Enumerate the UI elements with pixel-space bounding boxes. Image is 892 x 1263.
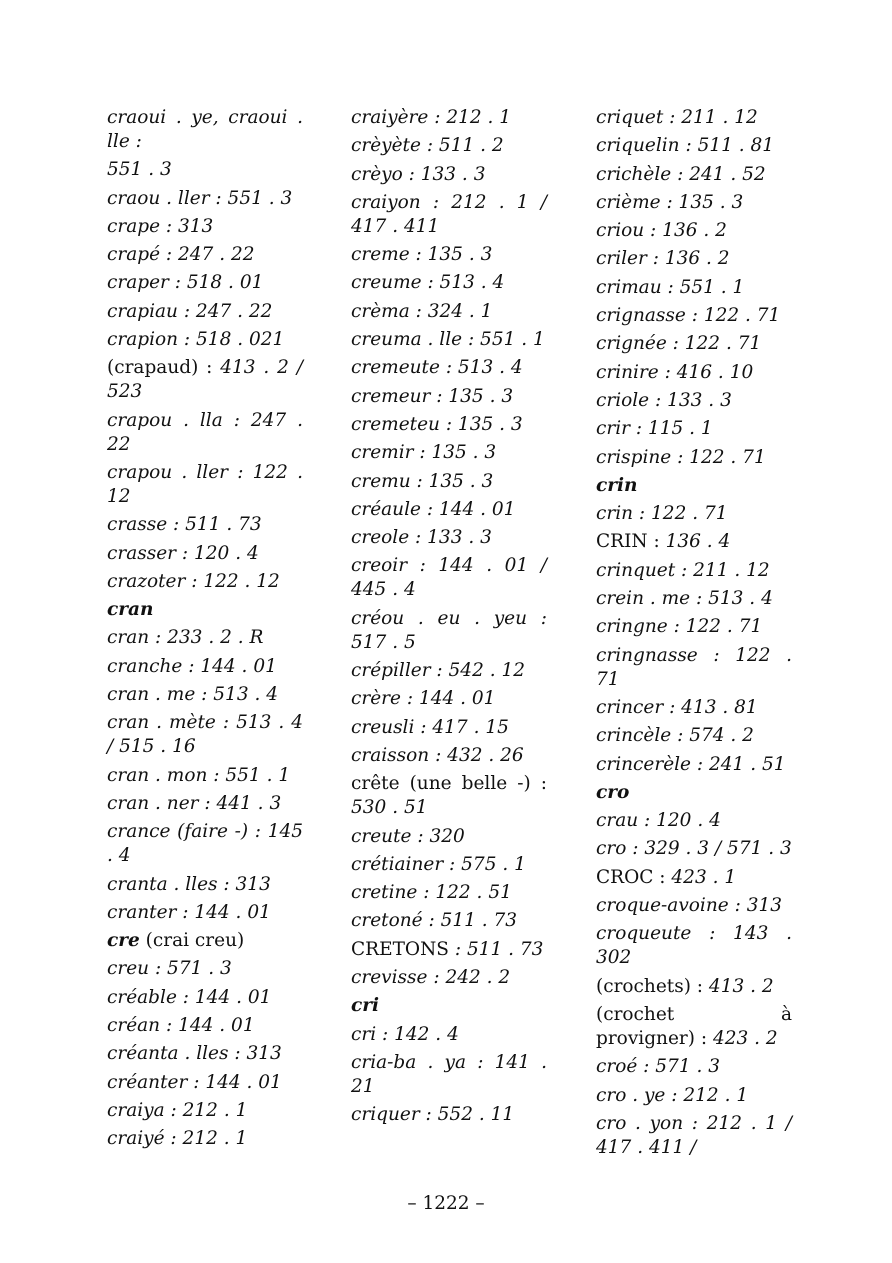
entry-text: (crochets) :	[596, 975, 704, 997]
entry-text: CRIN :	[596, 531, 660, 553]
entry-text: cran . mon : 551 . 1	[107, 764, 291, 786]
index-entry	[107, 461, 303, 509]
entry-text: créan : 144 . 01	[107, 1015, 255, 1037]
index-entry	[107, 1042, 303, 1066]
entry-text: crin : 122 . 71	[596, 503, 728, 525]
index-entry	[107, 764, 303, 788]
index-entry	[351, 687, 547, 711]
entry-text: craiyon : 212 . 1 / 417 . 411	[351, 191, 547, 237]
index-entry	[596, 922, 792, 970]
entry-text: creoir : 144 . 01 / 445 . 4	[351, 555, 547, 601]
entry-reference: 413 . 2	[703, 975, 774, 997]
entry-text: crinquet : 211 . 12	[596, 559, 770, 581]
section-heading-text: cri	[351, 995, 380, 1017]
index-entry	[351, 716, 547, 740]
entry-text: cremeur : 135 . 3	[351, 385, 514, 407]
index-entry	[351, 163, 547, 187]
index-entry	[107, 187, 303, 211]
index-entry	[596, 809, 792, 833]
entry-text: cro . yon : 212 . 1 / 417 . 411 /	[596, 1112, 792, 1158]
entry-text: crignasse : 122 . 71	[596, 305, 781, 327]
index-entry	[107, 792, 303, 816]
index-entry	[107, 158, 303, 182]
entry-text: crapiau : 247 . 22	[107, 300, 273, 322]
section-heading	[107, 929, 303, 953]
index-entry	[107, 1071, 303, 1095]
index-entry	[596, 837, 792, 861]
entry-text: cri : 142 . 4	[351, 1023, 459, 1045]
entry-text: cretoné : 511 . 73	[351, 910, 518, 932]
index-entry	[351, 554, 547, 602]
entry-text: crichèle : 241 . 52	[596, 163, 766, 185]
index-entry	[107, 986, 303, 1010]
index-entry	[107, 215, 303, 239]
index-entry	[351, 413, 547, 437]
index-entry	[596, 389, 792, 413]
entry-text: craou . ller : 551 . 3	[107, 187, 293, 209]
entry-text: créou . eu . yeu : 517 . 5	[351, 607, 547, 653]
entry-text: craiya : 212 . 1	[107, 1099, 248, 1121]
index-entry	[596, 502, 792, 526]
index-entry	[351, 853, 547, 877]
entry-text: creme : 135 . 3	[351, 244, 493, 266]
index-entry	[596, 1112, 792, 1160]
index-entry	[351, 526, 547, 550]
entry-text: cran . mète : 513 . 4 / 515 . 16	[107, 712, 303, 758]
index-entry	[107, 1014, 303, 1038]
entry-text: crau : 120 . 4	[596, 810, 721, 832]
entry-text: creu : 571 . 3	[107, 958, 232, 980]
entry-reference: 423 . 1	[665, 866, 737, 888]
entry-text: créaule : 144 . 01	[351, 498, 516, 520]
entry-reference: 530 . 51	[351, 797, 428, 819]
entry-text: CROC :	[596, 866, 666, 888]
index-entry	[107, 1127, 303, 1151]
index-entry	[107, 1099, 303, 1123]
entry-text: CRETONS	[351, 938, 449, 960]
entry-text: cremeute : 513 . 4	[351, 357, 523, 379]
index-entry	[351, 441, 547, 465]
entry-text: cran . me : 513 . 4	[107, 684, 278, 706]
index-entry	[351, 909, 547, 933]
entry-text: (crochet à provigner) :	[596, 1003, 792, 1049]
index-entry	[596, 304, 792, 328]
entry-text: criquet : 211 . 12	[596, 107, 758, 128]
index-entry	[351, 300, 547, 324]
entry-text: crincerèle : 241 . 51	[596, 753, 786, 775]
section-heading	[596, 474, 792, 498]
entry-text: crance (faire -) : 145 . 4	[107, 821, 303, 867]
index-entry	[107, 683, 303, 707]
index-entry	[107, 873, 303, 897]
entry-text: crispine : 122 . 71	[596, 446, 766, 468]
index-entry	[107, 243, 303, 267]
index-entry	[351, 470, 547, 494]
entry-text: crère : 144 . 01	[351, 688, 496, 710]
index-entry	[107, 300, 303, 324]
index-entry	[351, 938, 547, 962]
entry-text: cretine : 122 . 51	[351, 882, 512, 904]
entry-text: craoui . ye, craoui . lle :	[107, 107, 303, 152]
entry-text: craisson : 432 . 26	[351, 744, 524, 766]
entry-text: crinire : 416 . 10	[596, 361, 754, 383]
entry-text: cringne : 122 . 71	[596, 616, 763, 638]
entry-reference: : 511 . 73	[448, 938, 544, 960]
entry-text: craiyère : 212 . 1	[351, 107, 512, 128]
index-entry	[596, 361, 792, 385]
index-column-1	[107, 106, 303, 1156]
entry-text: croé : 571 . 3	[596, 1056, 721, 1078]
entry-text: crépiller : 542 . 12	[351, 660, 526, 682]
entry-text: criou : 136 . 2	[596, 220, 727, 242]
entry-text: criquer : 552 . 11	[351, 1104, 515, 1126]
entry-text: crèyète : 511 . 2	[351, 135, 504, 157]
entry-reference: 136 . 4	[659, 531, 731, 553]
entry-text: crétiainer : 575 . 1	[351, 853, 526, 875]
index-entry	[351, 498, 547, 522]
index-entry	[596, 1055, 792, 1079]
entry-text: crèyo : 133 . 3	[351, 163, 486, 185]
index-entry	[351, 966, 547, 990]
entry-text: crième : 135 . 3	[596, 191, 744, 213]
index-entry	[596, 866, 792, 890]
index-entry	[351, 772, 547, 820]
index-entry	[596, 417, 792, 441]
entry-text: cro : 329 . 3 / 571 . 3	[596, 838, 792, 860]
entry-text: crincer : 413 . 81	[596, 696, 758, 718]
entry-text: cringnasse : 122 . 71	[596, 644, 792, 690]
index-entry	[596, 219, 792, 243]
index-entry	[351, 243, 547, 267]
entry-text: créanta . lles : 313	[107, 1043, 282, 1065]
index-entry	[596, 134, 792, 158]
entry-text: crasse : 511 . 73	[107, 514, 262, 536]
index-entry	[596, 753, 792, 777]
index-entry	[107, 542, 303, 566]
entry-text: creuma . lle : 551 . 1	[351, 329, 545, 351]
entry-text: crèma : 324 . 1	[351, 300, 493, 322]
index-entry	[596, 644, 792, 692]
index-entry	[351, 881, 547, 905]
entry-text: créanter : 144 . 01	[107, 1071, 282, 1093]
index-entry	[107, 901, 303, 925]
entry-text: crapion : 518 . 021	[107, 329, 285, 351]
entry-text: criole : 133 . 3	[596, 389, 732, 411]
entry-text: craiyé : 212 . 1	[107, 1128, 248, 1150]
entry-text: creole : 133 . 3	[351, 527, 492, 549]
index-entry	[107, 570, 303, 594]
index-entry	[596, 332, 792, 356]
index-entry	[351, 134, 547, 158]
index-entry	[107, 328, 303, 352]
index-entry	[351, 1103, 547, 1127]
entry-text: crapé : 247 . 22	[107, 244, 255, 266]
index-entry	[596, 106, 792, 130]
section-heading-variants: (crai creu)	[139, 930, 245, 952]
index-entry	[596, 696, 792, 720]
section-heading	[351, 994, 547, 1018]
index-entry	[107, 513, 303, 537]
entry-text: cranter : 144 . 01	[107, 901, 271, 923]
index-entry	[351, 191, 547, 239]
index-entry	[107, 820, 303, 868]
entry-text: créable : 144 . 01	[107, 986, 272, 1008]
index-entry	[596, 247, 792, 271]
index-entry	[107, 271, 303, 295]
section-heading-text: crin	[596, 474, 638, 496]
index-entry	[596, 724, 792, 748]
index-entry	[351, 659, 547, 683]
index-entry	[351, 356, 547, 380]
index-entry	[596, 559, 792, 583]
entry-text: crincèle : 574 . 2	[596, 725, 754, 747]
index-column-2	[351, 106, 547, 1132]
entry-text: craper : 518 . 01	[107, 272, 264, 294]
index-entry	[107, 957, 303, 981]
entry-text: crapou . lla : 247 . 22	[107, 409, 303, 455]
index-entry	[596, 1003, 792, 1051]
entry-text: (crapaud) :	[107, 357, 213, 379]
entry-text: criler : 136 . 2	[596, 248, 730, 270]
index-entry	[351, 607, 547, 655]
index-entry	[596, 276, 792, 300]
index-entry	[596, 1084, 792, 1108]
entry-text: crignée : 122 . 71	[596, 333, 762, 355]
entry-text: crête (une belle -) :	[351, 773, 547, 795]
page-number: – 1222 –	[407, 1193, 485, 1214]
index-entry	[596, 530, 792, 554]
index-entry	[596, 894, 792, 918]
index-entry	[107, 711, 303, 759]
section-heading	[107, 598, 303, 622]
entry-text: cremeteu : 135 . 3	[351, 413, 523, 435]
index-entry	[107, 655, 303, 679]
entry-text: creusli : 417 . 15	[351, 716, 509, 738]
section-heading-text: cro	[596, 781, 630, 803]
section-heading	[596, 781, 792, 805]
entry-text: crein . me : 513 . 4	[596, 588, 773, 610]
entry-text: cremu : 135 . 3	[351, 470, 494, 492]
index-entry	[107, 626, 303, 650]
entry-text: crape : 313	[107, 215, 214, 237]
index-entry	[596, 191, 792, 215]
entry-reference: 413 . 2 / 523	[107, 357, 303, 403]
entry-text: creume : 513 . 4	[351, 272, 505, 294]
index-entry	[351, 1051, 547, 1099]
index-entry	[107, 106, 303, 154]
index-entry	[351, 1023, 547, 1047]
index-entry	[596, 587, 792, 611]
entry-text: croque-avoine : 313	[596, 895, 783, 917]
index-entry	[596, 163, 792, 187]
entry-text: crasser : 120 . 4	[107, 542, 259, 564]
index-entry	[107, 409, 303, 457]
index-entry	[351, 328, 547, 352]
section-heading-text: cran	[107, 599, 154, 621]
entry-text: crimau : 551 . 1	[596, 276, 745, 298]
entry-text: croqueute : 143 . 302	[596, 923, 792, 969]
index-entry	[351, 385, 547, 409]
entry-text: cremir : 135 . 3	[351, 442, 497, 464]
section-heading-text: cre	[107, 930, 140, 952]
index-entry	[107, 356, 303, 404]
index-entry	[351, 825, 547, 849]
entry-reference: 423 . 2	[707, 1027, 778, 1049]
entry-text: cran . ner : 441 . 3	[107, 792, 282, 814]
index-entry	[596, 975, 792, 999]
entry-text: cro . ye : 212 . 1	[596, 1084, 749, 1106]
entry-text: creute : 320	[351, 825, 465, 847]
index-column-3	[596, 106, 792, 1164]
index-entry	[351, 106, 547, 130]
entry-text: cria-ba . ya : 141 . 21	[351, 1051, 547, 1097]
entry-text: criquelin : 511 . 81	[596, 135, 775, 157]
index-entry	[351, 744, 547, 768]
index-entry	[596, 615, 792, 639]
entry-text: cranta . lles : 313	[107, 873, 271, 895]
entry-text: cran : 233 . 2 . R	[107, 627, 264, 649]
entry-text: crazoter : 122 . 12	[107, 570, 280, 592]
index-entry	[596, 446, 792, 470]
index-entry	[351, 271, 547, 295]
entry-text: crir : 115 . 1	[596, 418, 713, 440]
entry-text: 551 . 3	[107, 159, 172, 181]
entry-text: crevisse : 242 . 2	[351, 967, 511, 989]
entry-text: cranche : 144 . 01	[107, 655, 277, 677]
entry-text: crapou . ller : 122 . 12	[107, 461, 303, 507]
